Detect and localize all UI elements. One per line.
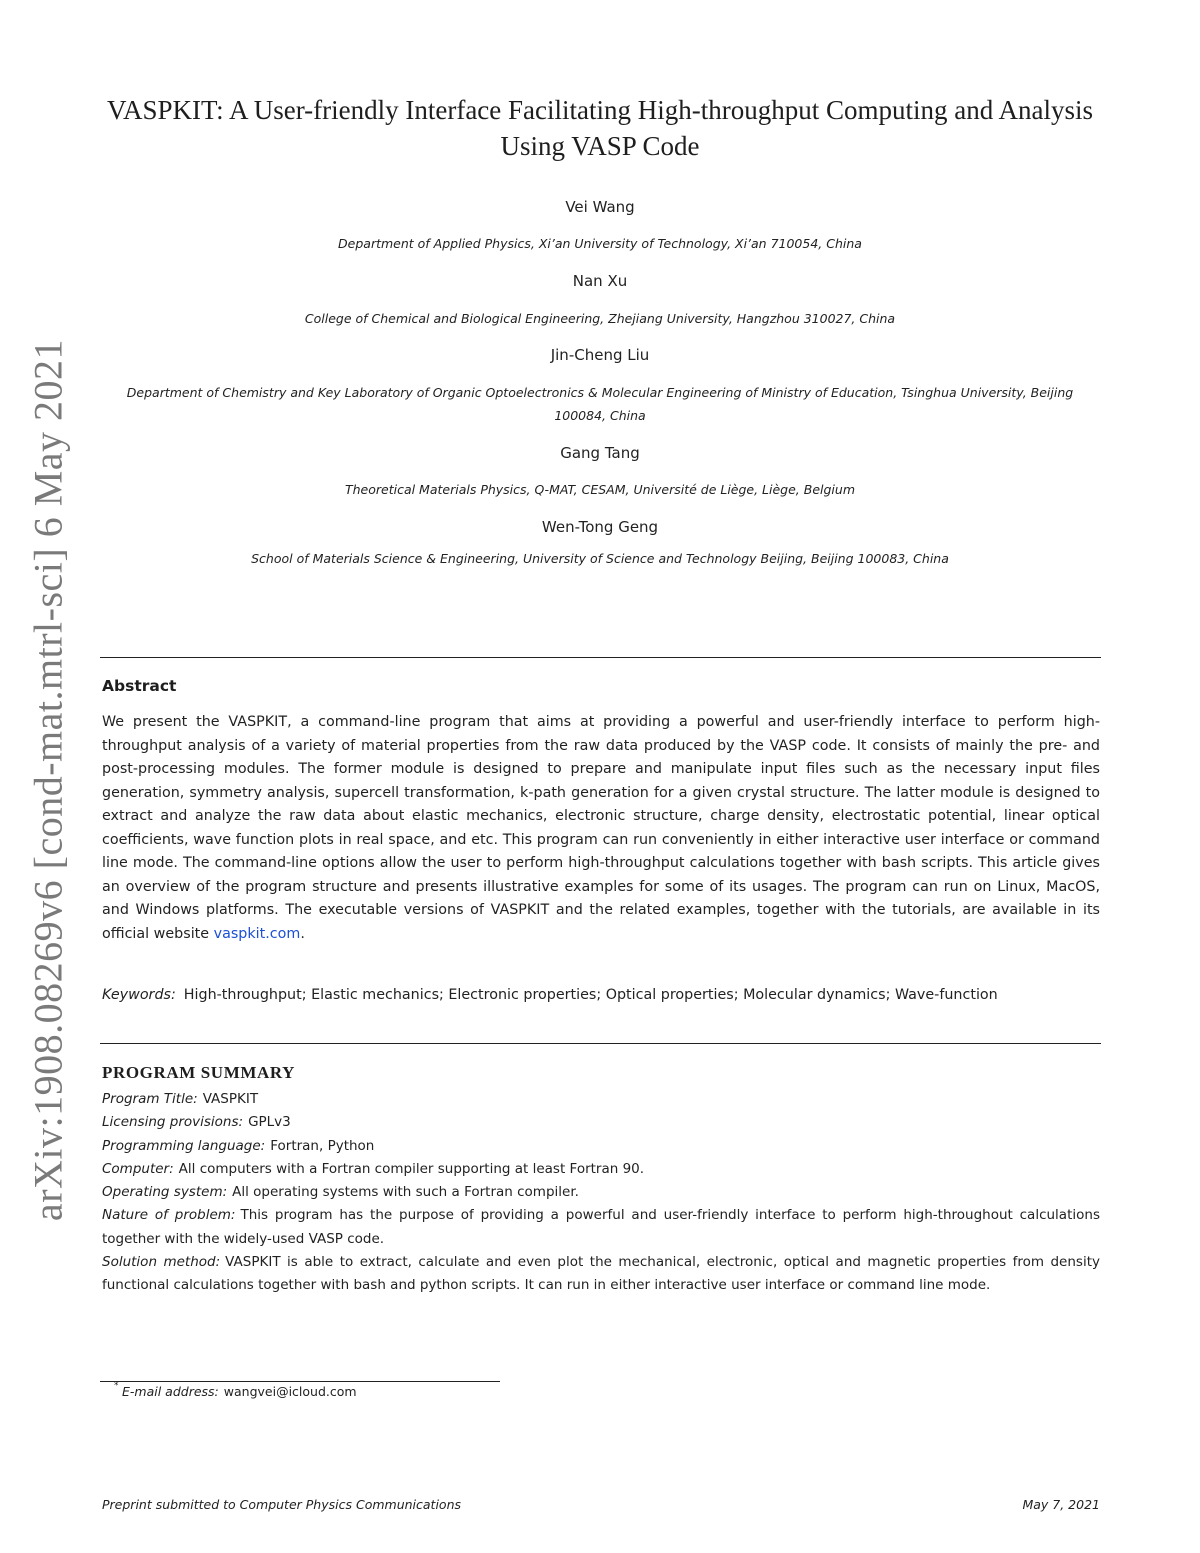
footnote bbox=[114, 1381, 357, 1399]
author-name: Wen-Tong Geng bbox=[541, 518, 659, 536]
keywords-label: Keywords: bbox=[102, 987, 176, 1003]
summary-value: GPLv3 bbox=[248, 1114, 291, 1131]
author-affiliation: School of Materials Science & Engineering, University of Science and Technology Beijing, Beijing 100083, China bbox=[251, 551, 949, 566]
program-summary-heading: PROGRAM SUMMARY bbox=[102, 1063, 296, 1082]
summary-key: Operating system: bbox=[102, 1184, 228, 1201]
summary-row bbox=[102, 1158, 1100, 1181]
abstract-end: . bbox=[300, 925, 305, 942]
summary-value: Fortran, Python bbox=[270, 1137, 375, 1154]
summary-key: Solution method: bbox=[102, 1254, 221, 1271]
footnote-email[interactable]: wangvei@icloud.com bbox=[223, 1384, 357, 1399]
author-name: Gang Tang bbox=[560, 444, 640, 462]
arxiv-stamp[interactable]: arXiv:1908.08269v6 [cond-mat.mtrl-sci] 6 May 2021 bbox=[25, 338, 71, 1222]
summary-key: Licensing provisions: bbox=[102, 1114, 244, 1131]
author-name: Nan Xu bbox=[572, 272, 628, 290]
keywords bbox=[102, 983, 1100, 1007]
summary-row bbox=[102, 1251, 1100, 1298]
paper-title: VASPKIT: A User-friendly Interface Facilitating High-throughput Computing and Analysis Using VASP Code bbox=[107, 95, 1093, 161]
website-link[interactable]: vaspkit.com bbox=[213, 925, 301, 942]
summary-value: VASPKIT bbox=[202, 1091, 259, 1107]
footnote-divider bbox=[100, 1381, 500, 1382]
footnote-label: E-mail address: bbox=[122, 1384, 219, 1399]
footer-journal: Preprint submitted to Computer Physics Communications bbox=[102, 1497, 462, 1512]
author-affiliation: Department of Chemistry and Key Laboratory of Organic Optoelectronics & Molecular Engineering of Ministry of Education, Tsinghua University, Beijing 100084, China bbox=[126, 385, 1074, 423]
author-affiliation: Department of Applied Physics, Xi’an University of Technology, Xi’an 710054, China bbox=[338, 236, 862, 251]
summary-row bbox=[102, 1088, 1100, 1111]
summary-key: Program Title: bbox=[102, 1091, 198, 1107]
summary-value: VASPKIT is able to extract, calculate and even plot the mechanical, electronic, optical and magnetic properties from density functional calculations together with bash and python scripts. It can run in either interactive user interface or command line mode. bbox=[102, 1254, 1100, 1294]
summary-row bbox=[102, 1135, 1100, 1158]
program-summary-list bbox=[102, 1088, 1100, 1298]
summary-key: Programming language: bbox=[102, 1137, 266, 1154]
summary-row bbox=[102, 1181, 1100, 1204]
footnote-marker: * bbox=[114, 1381, 119, 1391]
section-divider bbox=[100, 657, 1101, 658]
keywords-text: High-throughput; Elastic mechanics; Electronic properties; Optical properties; Molecular dynamics; Wave-function bbox=[183, 987, 998, 1003]
summary-value: All computers with a Fortran compiler supporting at least Fortran 90. bbox=[178, 1160, 645, 1177]
summary-value: This program has the purpose of providing a powerful and user-friendly interface to perform high-throughout calculations together with the widely-used VASP code. bbox=[102, 1207, 1100, 1247]
summary-row bbox=[102, 1111, 1100, 1134]
abstract-body bbox=[102, 711, 1100, 946]
abstract-heading: Abstract bbox=[102, 677, 177, 695]
footer-date: May 7, 2021 bbox=[1022, 1497, 1100, 1512]
summary-row bbox=[102, 1204, 1100, 1251]
section-divider bbox=[100, 1043, 1101, 1044]
author-name: Jin-Cheng Liu bbox=[550, 346, 650, 364]
abstract-text: We present the VASPKIT, a command-line program that aims at providing a powerful and user-friendly interface to perform high-throughput analysis of a variety of material properties from the raw data produced by the VASP code. It consists of mainly the pre- and post-processing modules. The former module is designed to prepare and manipulate input files such as the necessary input files generation, symmetry analysis, supercell transformation, k-path generation for a given crystal structure. The latter module is designed to extract and analyze the raw data about elastic mechanics, electronic structure, charge density, electrostatic potential, linear optical coefficients, wave function plots in real space, and etc. This program can run conveniently in either interactive user interface or command line mode. The command-line options allow the user to perform high-throughput calculations together with bash scripts. This article gives an overview of the program structure and presents illustrative examples for some of its usages. The program can run on Linux, MacOS, and Windows platforms. The executable versions of VASPKIT and the related examples, together with the tutorials, are available in its official website bbox=[102, 714, 1100, 942]
author-affiliation: Theoretical Materials Physics, Q-MAT, CESAM, Université de Liège, Liège, Belgium bbox=[344, 482, 856, 497]
summary-key: Computer: bbox=[102, 1160, 174, 1177]
author-name: Vei Wang bbox=[565, 198, 635, 216]
summary-value: All operating systems with such a Fortran compiler. bbox=[232, 1184, 579, 1201]
author-affiliation: College of Chemical and Biological Engineering, Zhejiang University, Hangzhou 310027, China bbox=[304, 311, 896, 326]
summary-key: Nature of problem: bbox=[102, 1207, 236, 1224]
